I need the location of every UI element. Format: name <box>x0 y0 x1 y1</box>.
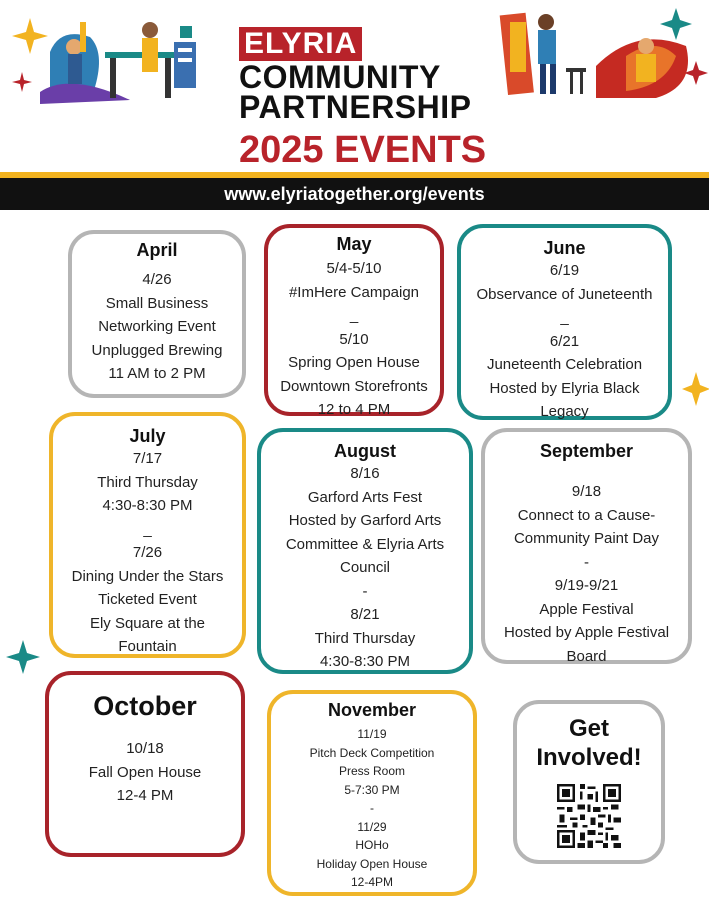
event-details: 6/19 Observance of Juneteenth _ 6/21 Juneteenth Celebration Hosted by Elyria Black Legacy <box>476 262 653 420</box>
month-label: June <box>543 238 586 258</box>
star-yellow-right <box>680 372 709 406</box>
month-label: October <box>93 691 197 721</box>
month-label: August <box>334 441 396 461</box>
card-may <box>264 224 444 416</box>
month-label: July <box>129 426 166 446</box>
card-september <box>481 428 692 664</box>
brand-line-community: COMMUNITY <box>239 59 441 95</box>
qr-code-icon[interactable] <box>557 784 621 848</box>
event-details: 9/18 Connect to a Cause- Community Paint Day - 9/19-9/21 Apple Festival Hosted by Apple Festival Board <box>503 483 670 665</box>
get-involved-line2: Involved! <box>536 744 642 771</box>
card-get-involved <box>513 700 665 864</box>
get-involved-line1: Get <box>568 715 609 742</box>
card-november <box>267 690 477 896</box>
month-label: April <box>136 240 178 260</box>
card-august <box>257 428 473 674</box>
month-label: May <box>336 234 372 254</box>
month-label: September <box>539 441 634 461</box>
event-details: 7/17 Third Thursday 4:30-8:30 PM _ 7/26 Dining Under the Stars Ticketed Event Ely Square at the Fountain <box>71 450 224 655</box>
card-april <box>68 230 246 398</box>
card-october <box>45 671 245 857</box>
star-teal-left <box>6 640 40 674</box>
event-details: 4/26 Small Business Networking Event Unplugged Brewing 11 AM to 2 PM <box>91 271 223 382</box>
right-illustration <box>496 6 709 106</box>
month-label: November <box>327 700 417 720</box>
card-june <box>457 224 672 420</box>
event-details: 11/19 Pitch Deck Competition Press Room 5-7:30 PM - 11/29 HOHo Holiday Open House 12-4PM <box>309 727 435 889</box>
event-details: 10/18 Fall Open House 12-4 PM <box>88 740 202 804</box>
event-details: 8/16 Garford Arts Fest Hosted by Garford Arts Committee & Elyria Arts Council - 8/21 Third Thursday 4:30-8:30 PM <box>285 465 445 670</box>
brand-name: ELYRIA <box>239 27 362 61</box>
brand-line-partnership: PARTNERSHIP <box>239 89 472 125</box>
event-details: 5/4-5/10 #ImHere Campaign _ 5/10 Spring Open House Downtown Storefronts 12 to 4 PM <box>280 260 428 418</box>
events-url-link[interactable]: www.elyriatogether.org/events <box>0 178 709 210</box>
card-july <box>49 412 246 658</box>
page-title: 2025 EVENTS <box>239 129 487 171</box>
left-illustration <box>10 12 225 107</box>
